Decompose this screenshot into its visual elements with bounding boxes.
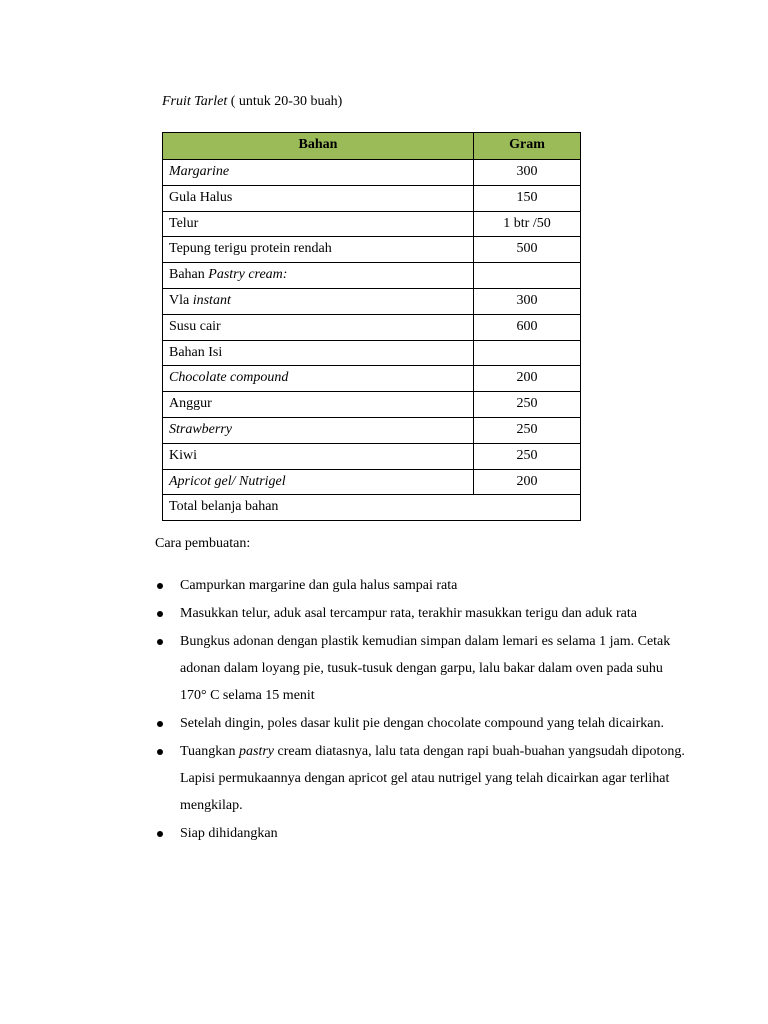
step-text: Siap dihidangkan: [180, 826, 278, 841]
ingredient-name-part: instant: [192, 292, 231, 308]
ingredient-name-part: Anggur: [169, 396, 212, 412]
step-text: cream diatasnya, lalu tata dengan rapi buah-buahan yangsudah dipotong. Lapisi permukaannya dengan apricot gel atau nutrigel yang telah dicairkan agar terlihat mengkilap.: [180, 744, 685, 813]
table-row: [163, 469, 581, 495]
list-item: [155, 820, 685, 847]
ingredient-qty: 300: [474, 160, 581, 186]
ingredient-qty: 150: [474, 185, 581, 211]
recipe-yield: ( untuk 20-30 buah): [227, 94, 343, 109]
table-row: [163, 237, 581, 263]
ingredient-name-part: Gula Halus: [169, 189, 233, 205]
ingredient-name-part: Margarine: [169, 164, 230, 179]
list-item: [155, 600, 685, 627]
table-row: [163, 417, 581, 443]
bullet-icon: [157, 611, 163, 617]
table-row: [163, 263, 581, 289]
ingredient-qty: 1 btr /50: [474, 211, 581, 237]
list-item: [155, 628, 685, 709]
ingredient-name: [163, 160, 474, 186]
table-row: [163, 366, 581, 392]
table-row: [163, 288, 581, 314]
ingredient-name-part: Bahan Isi: [169, 344, 223, 360]
ingredient-name: [163, 340, 474, 366]
ingredient-name: [163, 469, 474, 495]
ingredient-name: [163, 185, 474, 211]
bullet-icon: [157, 831, 163, 837]
bullet-icon: [157, 749, 163, 755]
step-text: Bungkus adonan dengan plastik kemudian simpan dalam lemari es selama 1 jam. Cetak adonan dalam loyang pie, tusuk-tusuk dengan garpu, lalu bakar dalam oven pada suhu 170° C selama 15 menit: [180, 634, 671, 703]
ingredient-name-part: Susu cair: [169, 318, 221, 334]
bullet-icon: [157, 721, 163, 727]
list-item: [155, 710, 685, 737]
ingredient-qty: 500: [474, 237, 581, 263]
ingredients-table: [162, 132, 581, 521]
ingredient-name-part: Vla: [169, 292, 193, 308]
total-row: [163, 495, 581, 521]
ingredient-qty: 600: [474, 314, 581, 340]
ingredient-name-part: Kiwi: [169, 447, 197, 463]
recipe-title: [162, 93, 342, 111]
ingredient-qty: 250: [474, 417, 581, 443]
ingredient-name-part: Strawberry: [169, 421, 232, 437]
ingredient-name: [163, 392, 474, 418]
list-item: [155, 572, 685, 599]
bullet-icon: [157, 639, 163, 645]
ingredient-name-part: Pastry cream:: [208, 267, 288, 283]
step-text: pastry: [239, 744, 274, 759]
ingredient-qty: [474, 263, 581, 289]
list-item: [155, 738, 685, 819]
ingredient-name: [163, 314, 474, 340]
step-text: Masukkan telur, aduk asal tercampur rata, terakhir masukkan terigu dan aduk rata: [180, 606, 637, 621]
ingredient-name-part: Tepung terigu protein rendah: [169, 241, 332, 257]
table-row: [163, 314, 581, 340]
table-row: [163, 211, 581, 237]
table-row: [163, 443, 581, 469]
table-row: [163, 340, 581, 366]
step-text: Campurkan margarine dan gula halus sampai rata: [180, 578, 458, 593]
table-row: [163, 392, 581, 418]
ingredient-name: [163, 366, 474, 392]
header-gram: Gram: [474, 133, 581, 160]
ingredients-body: [163, 160, 581, 521]
table-row: [163, 185, 581, 211]
method-steps: [155, 572, 685, 848]
ingredient-name-part: Apricot gel/ Nutrigel: [169, 473, 286, 489]
ingredient-qty: 300: [474, 288, 581, 314]
ingredient-name-part: Chocolate compound: [169, 370, 289, 386]
ingredient-qty: 200: [474, 366, 581, 392]
ingredient-name-part: Bahan: [169, 267, 209, 283]
ingredient-name: [163, 288, 474, 314]
step-text: Setelah dingin, poles dasar kulit pie dengan chocolate compound yang telah dicairkan.: [180, 716, 665, 731]
ingredient-name: [163, 211, 474, 237]
method-label: Cara pembuatan:: [155, 536, 251, 551]
ingredient-name: [163, 237, 474, 263]
ingredient-name: [163, 443, 474, 469]
ingredient-name-part: Telur: [169, 215, 199, 231]
ingredient-qty: 250: [474, 443, 581, 469]
table-header-row: [163, 133, 581, 160]
ingredient-name: [163, 417, 474, 443]
step-text: Tuangkan: [180, 744, 239, 759]
table-row: [163, 160, 581, 186]
recipe-name: Fruit Tarlet: [162, 94, 228, 109]
header-bahan: Bahan: [163, 133, 474, 160]
ingredient-qty: 250: [474, 392, 581, 418]
ingredient-qty: 200: [474, 469, 581, 495]
total-label: Total belanja bahan: [163, 495, 581, 521]
bullet-icon: [157, 583, 163, 589]
ingredient-qty: [474, 340, 581, 366]
ingredient-name: [163, 263, 474, 289]
